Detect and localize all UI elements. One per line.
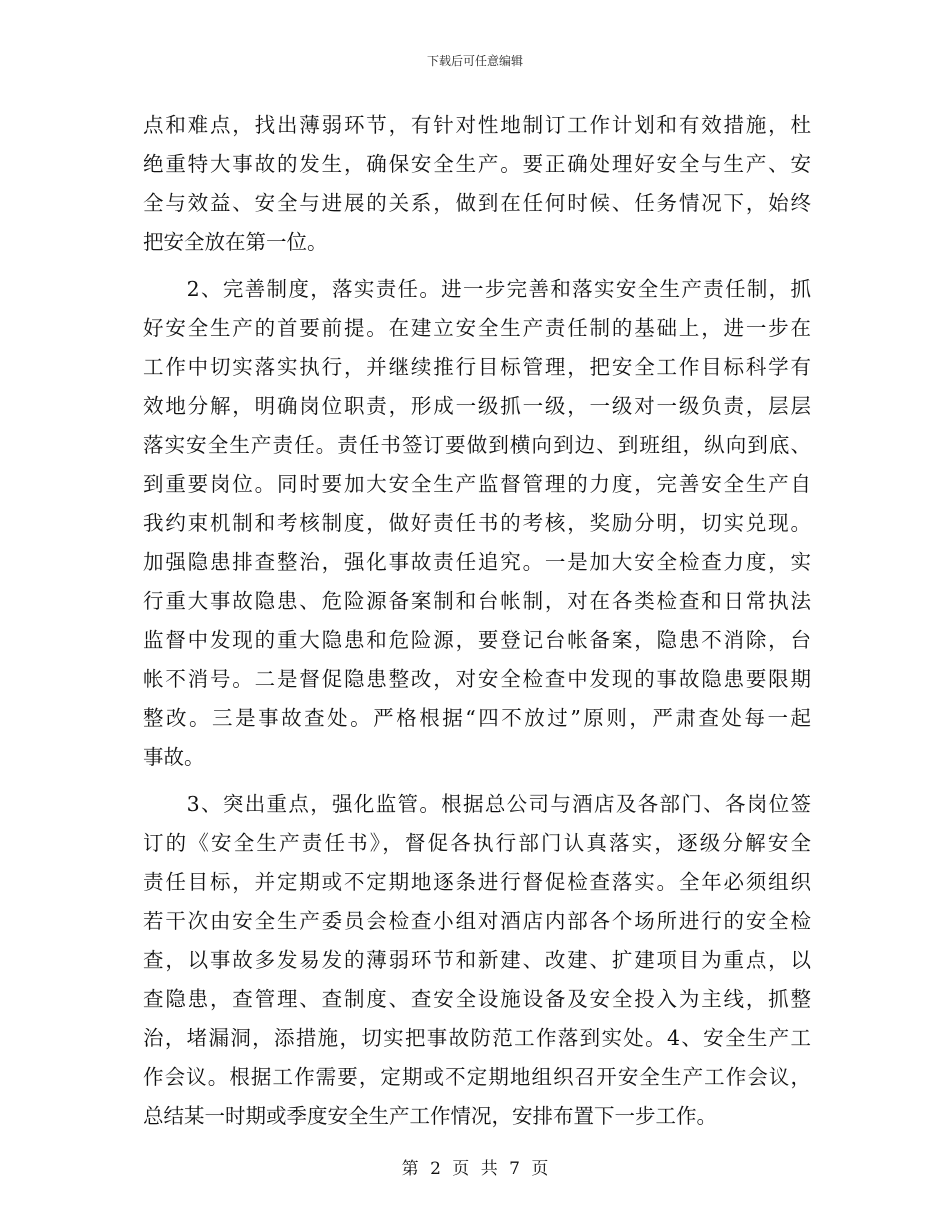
text-line: 总结某一时期或季度安全生产工作情况，安排布置下一步工作。 — [143, 1104, 717, 1128]
text-line: 行重大事故隐患、危险源备案制和台帐制，对在各类检查和日常执法 — [143, 589, 811, 613]
paragraph-2 — [143, 270, 811, 777]
text-line: 订的《安全生产责任书》，督促各执行部门认真落实，逐级分解安全 — [143, 831, 811, 855]
page-header: 下载后可任意编辑 — [426, 54, 523, 68]
text-line: 落实安全生产责任。责任书签订要做到横向到边、到班组，纵向到底、 — [143, 433, 811, 457]
paragraph-3 — [143, 785, 811, 1136]
text-line: 工作中切实落实执行，并继续推行目标管理，把安全工作目标科学有 — [143, 355, 811, 379]
text-line: 加强隐患排查整治，强化事故责任追究。一是加大安全检查力度，实 — [143, 550, 811, 574]
text-line: 责任目标，并定期或不定期地逐条进行督促检查落实。全年必须组织 — [143, 870, 811, 894]
text-line: 点和难点，找出薄弱环节，有针对性地制订工作计划和有效措施，杜 — [143, 113, 811, 137]
text-line: 帐不消号。二是督促隐患整改，对安全检查中发现的事故隐患要限期 — [143, 667, 811, 691]
text-line: 把安全放在第一位。 — [143, 230, 328, 254]
text-line: 好安全生产的首要前提。在建立安全生产责任制的基础上，进一步在 — [143, 316, 811, 340]
text-line: 作会议。根据工作需要，定期或不定期地组织召开安全生产工作会议， — [143, 1065, 811, 1089]
text-line: 全与效益、安全与进展的关系，做到在任何时候、任务情况下，始终 — [143, 191, 811, 215]
text-line: 绝重特大事故的发生，确保安全生产。要正确处理好安全与生产、安 — [143, 152, 811, 176]
text-line: 事故。 — [143, 745, 205, 769]
text-line: 查，以事故多发易发的薄弱环节和新建、改建、扩建项目为重点，以 — [143, 948, 811, 972]
text-line: 我约束机制和考核制度，做好责任书的考核，奖励分明，切实兑现。 — [143, 511, 811, 535]
text-line: 效地分解，明确岗位职责，形成一级抓一级，一级对一级负责，层层 — [143, 394, 811, 418]
text-line: 2、完善制度，落实责任。进一步完善和落实安全生产责任制，抓 — [143, 277, 811, 301]
text-line: 3、突出重点，强化监管。根据总公司与酒店及各部门、各岗位签 — [143, 792, 811, 816]
text-line: 到重要岗位。同时要加大安全生产监督管理的力度，完善安全生产自 — [143, 472, 811, 496]
text-line: 若干次由安全生产委员会检查小组对酒店内部各个场所进行的安全检 — [143, 909, 811, 933]
page-number-footer: 第 2 页 共 7 页 — [401, 1159, 549, 1179]
text-line: 整改。三是事故查处。严格根据“四不放过”原则，严肃查处每一起 — [143, 706, 811, 730]
text-line: 治，堵漏洞，添措施，切实把事故防范工作落到实处。4、安全生产工 — [143, 1026, 811, 1050]
document-body — [143, 106, 811, 1136]
text-line: 查隐患，查管理、查制度、查安全设施设备及安全投入为主线，抓整 — [143, 987, 811, 1011]
paragraph-1 — [143, 106, 811, 262]
text-line: 监督中发现的重大隐患和危险源，要登记台帐备案，隐患不消除，台 — [143, 628, 811, 652]
